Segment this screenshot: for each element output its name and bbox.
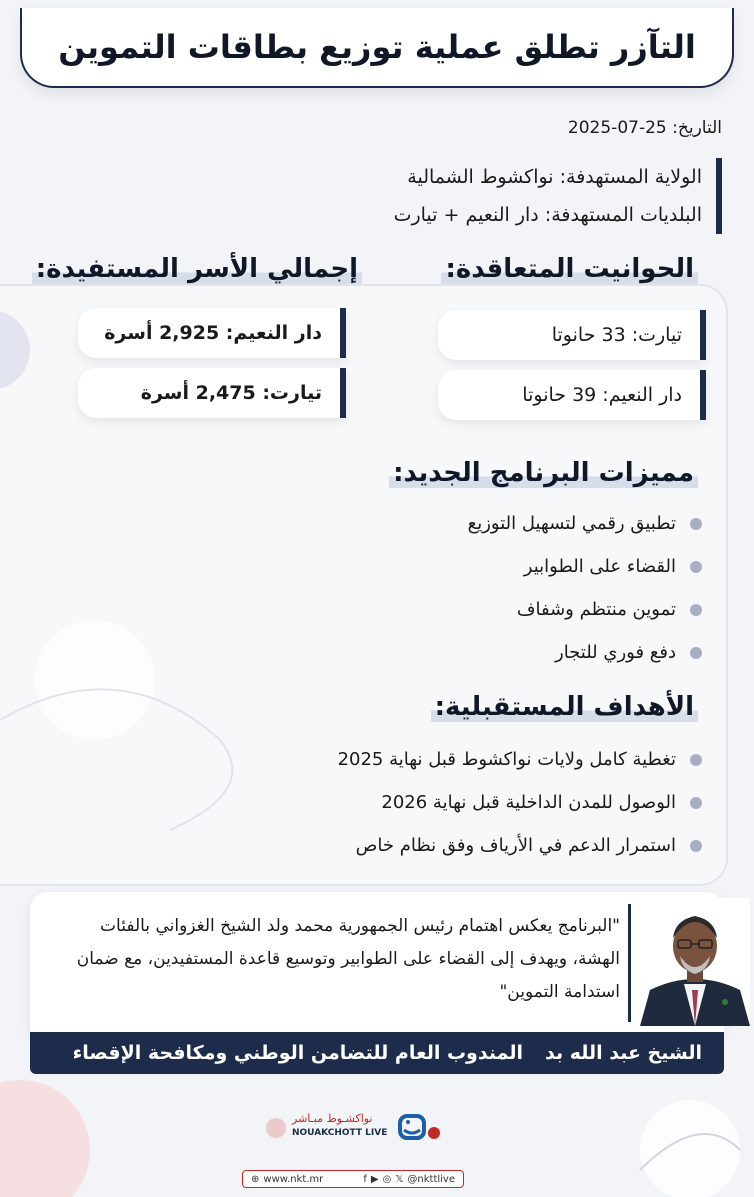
features-title-text: مميزات البرنامج الجديد: [389,458,698,488]
website-text: www.nkt.mr [263,1173,324,1185]
speaker-name: الشيخ عبد الله بد [544,1042,702,1064]
shops-title-text: الحوانيت المتعاقدة: [441,254,698,284]
globe-icon: ⊕ [251,1173,260,1185]
speaker-name-bar [30,1032,724,1074]
shop-card-text: دار النعيم: 39 حانوتا [522,384,682,406]
list-item [338,781,702,824]
page-title: التآزر تطلق عملية توزيع بطاقات التموين [58,28,696,66]
quote-divider [628,904,631,1022]
quote-text: "البرنامج يعكس اهتمام رئيس الجمهورية محمد ولد الشيخ الغزواني بالفئات الهشة، ويهدف إلى القضاء على الطوابير وتوسيع قاعدة المستفيدين، مع ضمان استدامة التموين" [76,916,620,1002]
speaker-portrait [640,898,750,1026]
family-card-text: تيارت: 2,475 أسرة [140,382,322,404]
bullet-icon [690,518,702,530]
website-link[interactable] [251,1174,323,1185]
instagram-icon[interactable]: ◎ [382,1173,392,1185]
list-item-text: تطبيق رقمي لتسهيل التوزيع [467,513,676,534]
target-region-block [282,158,722,234]
logo-arabic-text: نواكشـوط مبـاشر [292,1112,373,1125]
shop-card-dar-naim [438,370,706,420]
goals-list [338,738,702,867]
list-item-text: دفع فوري للتجار [555,642,676,663]
families-section-title [32,254,362,284]
goals-title-text: الأهداف المستقبلية: [431,692,698,722]
list-item-text: الوصول للمدن الداخلية قبل نهاية 2026 [381,792,676,813]
list-item [468,588,702,631]
list-item [468,545,702,588]
list-item [338,824,702,867]
family-card-dar-naim [78,308,346,358]
title-banner [20,8,734,88]
family-card-text: دار النعيم: 2,925 أسرة [104,322,322,344]
list-item-text: تغطية كامل ولايات نواكشوط قبل نهاية 2025 [337,749,676,770]
social-links [363,1174,455,1185]
bullet-icon [690,840,702,852]
list-item [338,738,702,781]
features-section-title [389,458,698,488]
list-item-text: القضاء على الطوابير [523,556,676,577]
target-communes: البلديات المستهدفة: دار النعيم + تيارت [393,204,702,226]
nouakchott-live-logo [262,1110,442,1150]
list-item-text: تموين منتظم وشفاف [516,599,676,620]
family-card-tiaret [78,368,346,418]
families-title-text: إجمالي الأسر المستفيدة: [32,254,362,284]
list-item [468,631,702,674]
quote-panel [30,892,724,1032]
bullet-icon [690,561,702,573]
bullet-icon [690,754,702,766]
bullet-icon [690,647,702,659]
shops-section-title [441,254,698,284]
x-icon[interactable]: 𝕏 [395,1173,404,1185]
features-list [468,502,702,674]
footer-bar [242,1170,464,1188]
bullet-icon [690,604,702,616]
goals-section-title [431,692,698,722]
list-item-text: استمرار الدعم في الأرياف وفق نظام خاص [355,835,676,856]
speaker-role: المندوب العام للتضامن الوطني ومكافحة الإقصاء [72,1042,523,1064]
shop-card-tiaret [438,310,706,360]
shop-card-text: تيارت: 33 حانوتا [551,324,682,346]
bullet-icon [690,797,702,809]
facebook-icon[interactable]: f [363,1173,367,1185]
target-wilaya: الولاية المستهدفة: نواكشوط الشمالية [407,166,702,188]
social-handle[interactable]: @nkttlive [407,1173,455,1185]
date-label: التاريخ: 25-07-2025 [567,118,722,138]
list-item [468,502,702,545]
youtube-icon[interactable]: ▶ [370,1173,379,1185]
logo-english-text: NOUAKCHOTT LIVE [292,1128,388,1138]
